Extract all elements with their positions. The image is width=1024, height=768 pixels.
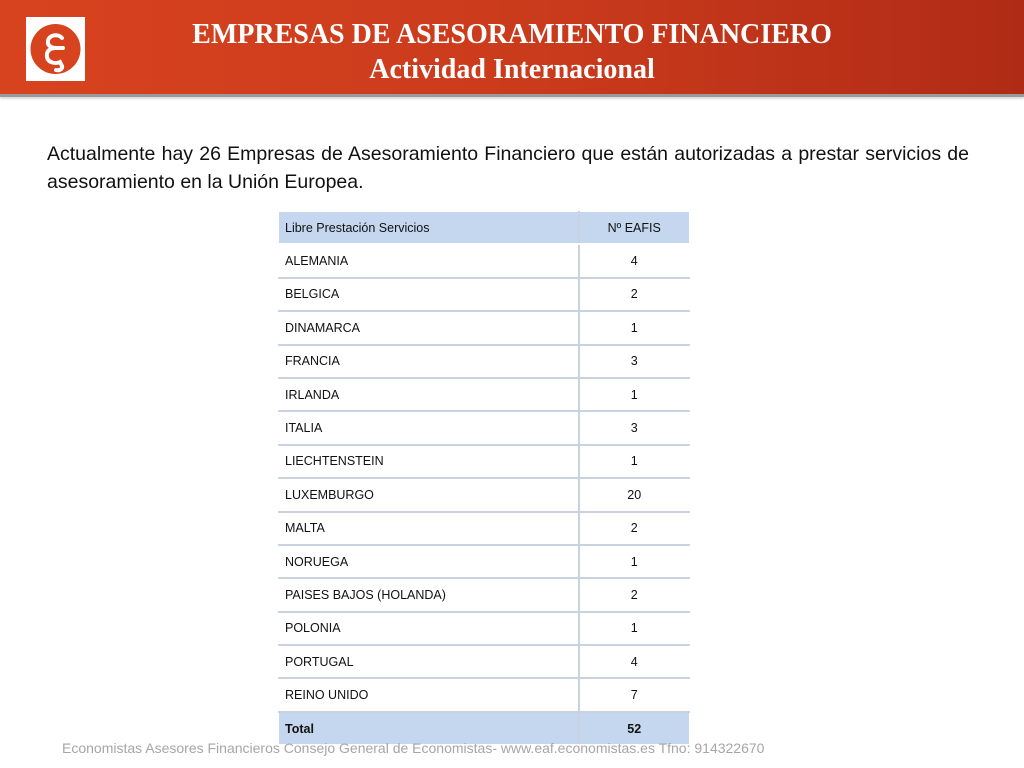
column-header-country: Libre Prestación Servicios <box>279 212 579 245</box>
country-cell: MALTA <box>279 512 579 545</box>
count-cell: 2 <box>579 512 690 545</box>
country-cell: REINO UNIDO <box>279 678 579 711</box>
table-row <box>279 311 690 344</box>
count-cell: 1 <box>579 545 690 578</box>
count-cell: 4 <box>579 244 690 277</box>
column-header-count: Nº EAFIS <box>579 212 690 245</box>
page-title: EMPRESAS DE ASESORAMIENTO FINANCIERO <box>192 19 832 50</box>
total-value: 52 <box>579 712 690 744</box>
table-row <box>279 345 690 378</box>
country-cell: DINAMARCA <box>279 311 579 344</box>
table-row <box>279 411 690 444</box>
country-cell: FRANCIA <box>279 345 579 378</box>
count-cell: 3 <box>579 411 690 444</box>
count-cell: 3 <box>579 345 690 378</box>
count-cell: 1 <box>579 445 690 478</box>
count-cell: 4 <box>579 645 690 678</box>
country-cell: ITALIA <box>279 411 579 444</box>
count-cell: 20 <box>579 478 690 511</box>
table-row <box>279 545 690 578</box>
country-cell: LUXEMBURGO <box>279 478 579 511</box>
table-row <box>279 645 690 678</box>
table-row <box>279 478 690 511</box>
page-subtitle: Actividad Internacional <box>369 54 655 85</box>
country-cell: IRLANDA <box>279 378 579 411</box>
country-cell: NORUEGA <box>279 545 579 578</box>
intro-paragraph: Actualmente hay 26 Empresas de Asesoramiento Financiero que están autorizadas a prestar servicios de asesoramiento en la Unión Europea. <box>47 143 969 193</box>
country-cell: BELGICA <box>279 278 579 311</box>
table-row <box>279 678 690 711</box>
countries-table <box>278 211 689 744</box>
country-cell: PORTUGAL <box>279 645 579 678</box>
total-label: Total <box>279 712 579 744</box>
count-cell: 7 <box>579 678 690 711</box>
table-row <box>279 612 690 645</box>
country-cell: ALEMANIA <box>279 244 579 277</box>
table-row <box>279 512 690 545</box>
count-cell: 1 <box>579 378 690 411</box>
header-banner <box>0 0 1024 97</box>
count-cell: 1 <box>579 612 690 645</box>
table-row <box>279 445 690 478</box>
count-cell: 2 <box>579 278 690 311</box>
table-row <box>279 378 690 411</box>
table-row <box>279 278 690 311</box>
table-header-row <box>279 212 690 245</box>
footer-text: Economistas Asesores Financieros Consejo General de Economistas- www.eaf.economistas.es Tfno: 914322670 <box>62 740 765 756</box>
country-cell: POLONIA <box>279 612 579 645</box>
count-cell: 1 <box>579 311 690 344</box>
country-cell: LIECHTENSTEIN <box>279 445 579 478</box>
count-cell: 2 <box>579 578 690 611</box>
table-row <box>279 244 690 277</box>
country-cell: PAISES BAJOS (HOLANDA) <box>279 578 579 611</box>
table-row <box>279 578 690 611</box>
